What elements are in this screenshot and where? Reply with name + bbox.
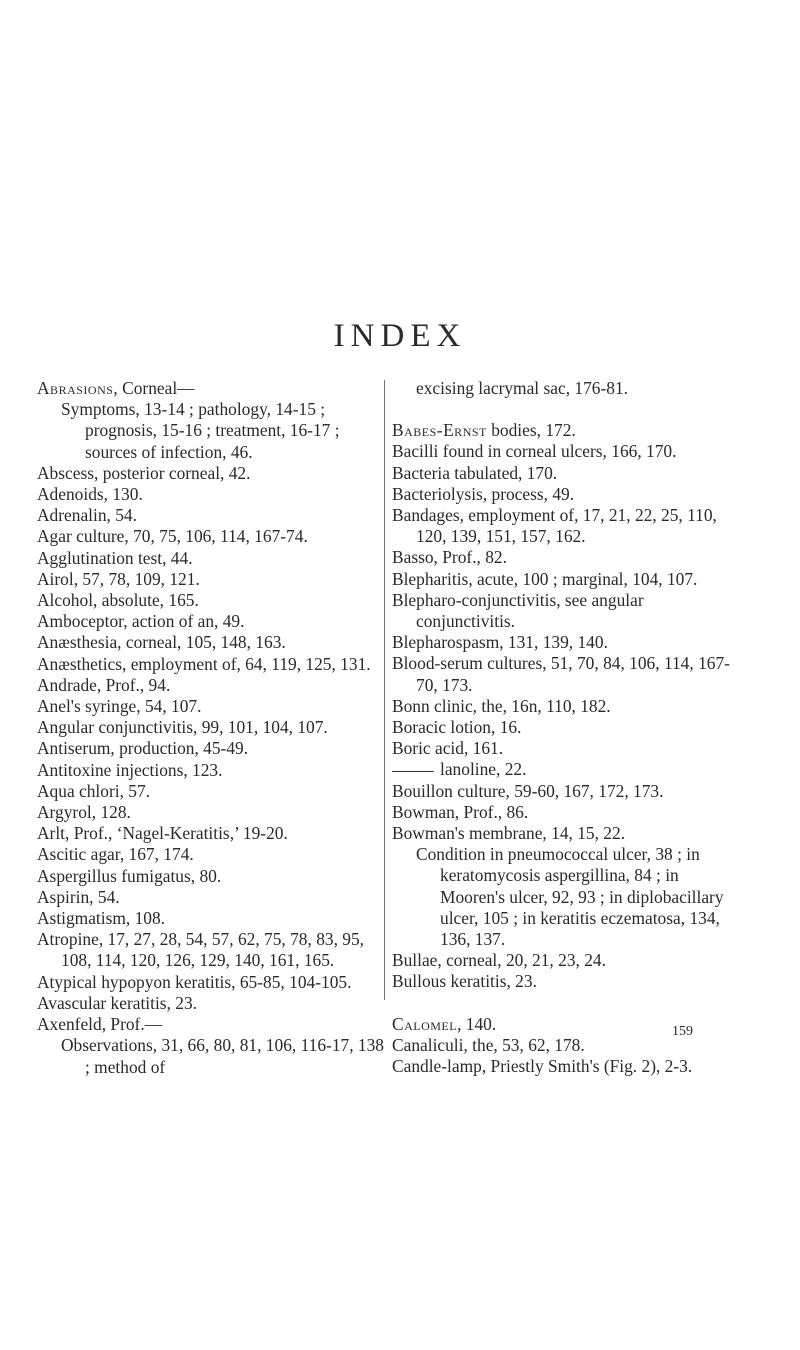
index-entry — [37, 611, 385, 632]
entry-text: Blepharitis, acute, 100 ; marginal, 104, 107. — [392, 568, 698, 589]
entry-text: Alcohol, absolute, 165. — [37, 590, 199, 611]
index-entry — [37, 675, 385, 696]
entry-text: Antiserum, production, 45-49. — [37, 738, 249, 759]
index-entry — [392, 590, 740, 632]
index-entry — [37, 548, 385, 569]
entry-text: Bullae, corneal, 20, 21, 23, 24. — [392, 950, 606, 971]
entry-text: lanoline, 22. — [440, 759, 527, 780]
entry-text: Atropine, 17, 27, 28, 54, 57, 62, 75, 78, 83, 95, 108, 114, 120, 126, 129, 140, 161, 165. — [37, 929, 365, 971]
entry-text: excising lacrymal sac, 176-81. — [416, 378, 628, 398]
entry-text: Bowman, Prof., 86. — [392, 801, 529, 822]
index-entry — [37, 887, 385, 908]
index-subentry — [37, 1035, 385, 1077]
index-entry — [37, 484, 385, 505]
index-entry — [392, 802, 740, 823]
entry-text: bodies, 172. — [486, 420, 576, 441]
index-column-left — [37, 378, 385, 1078]
entry-text: Astigmatism, 108. — [37, 908, 166, 929]
entry-text: Andrade, Prof., 94. — [37, 674, 171, 695]
index-entry — [37, 505, 385, 526]
index-subentry — [37, 399, 385, 463]
entry-text: Blepharo-conjunctivitis, see angular conjunctivitis. — [392, 589, 644, 632]
index-entry — [37, 463, 385, 484]
entry-text: Agglutination test, 44. — [37, 547, 193, 568]
index-entry — [37, 590, 385, 611]
entry-text: Adrenalin, 54. — [37, 505, 137, 526]
entry-text: Adenoids, 130. — [37, 484, 143, 505]
entry-text: Bacteriolysis, process, 49. — [392, 483, 575, 504]
index-entry — [37, 632, 385, 653]
entry-text: Abscess, posterior corneal, 42. — [37, 462, 251, 483]
index-subentry — [392, 378, 740, 399]
index-entry — [392, 653, 740, 695]
entry-text: , Corneal— — [113, 378, 195, 398]
index-entry — [392, 781, 740, 802]
entry-text: Canaliculi, the, 53, 62, 178. — [392, 1034, 585, 1055]
index-entry — [392, 632, 740, 653]
index-entry — [392, 463, 740, 484]
entry-text: Bullous keratitis, 23. — [392, 971, 537, 992]
column-divider — [384, 380, 385, 1000]
index-entry — [37, 717, 385, 738]
index-entry — [392, 823, 740, 844]
index-entry — [392, 717, 740, 738]
entry-text: Aspergillus fumigatus, 80. — [37, 865, 222, 886]
entry-text: Bandages, employment of, 17, 21, 22, 25, 110, 120, 139, 151, 157, 162. — [392, 505, 717, 547]
index-entry — [37, 929, 385, 971]
index-entry — [37, 866, 385, 887]
index-entry — [37, 1014, 385, 1035]
index-entry — [37, 802, 385, 823]
entry-text: Argyrol, 128. — [37, 802, 131, 823]
index-entry — [37, 696, 385, 717]
index-entry — [37, 823, 385, 844]
index-entry — [37, 526, 385, 547]
entry-text: Amboceptor, action of an, 49. — [37, 611, 245, 632]
index-entry — [37, 844, 385, 865]
index-entry — [392, 1056, 740, 1077]
index-subentry — [392, 844, 740, 950]
entry-text: Arlt, Prof., ‘Nagel-Keratitis,’ 19-20. — [37, 823, 288, 844]
entry-text: Anel's syringe, 54, 107. — [37, 696, 202, 717]
entry-text: Bowman's membrane, 14, 15, 22. — [392, 823, 626, 844]
entry-text: Anæsthesia, corneal, 105, 148, 163. — [37, 632, 286, 653]
entry-text: Blood-serum cultures, 51, 70, 84, 106, 114, 167-70, 173. — [392, 653, 730, 695]
index-entry — [37, 378, 385, 399]
entry-text: Aspirin, 54. — [37, 886, 120, 907]
index-entry — [392, 569, 740, 590]
index-entry — [392, 484, 740, 505]
index-entry — [37, 738, 385, 759]
entry-text: Agar culture, 70, 75, 106, 114, 167-74. — [37, 526, 308, 547]
index-entry — [392, 950, 740, 971]
entry-text: Avascular keratitis, 23. — [37, 992, 198, 1013]
entry-headword: Calomel — [392, 1013, 458, 1034]
index-entry — [392, 420, 740, 441]
index-entry — [37, 781, 385, 802]
ditto-dash — [392, 771, 434, 772]
index-entry — [37, 654, 385, 675]
index-entry — [392, 971, 740, 992]
index-column-right — [392, 378, 740, 1077]
index-entry — [392, 547, 740, 568]
page-number: 159 — [672, 1024, 693, 1039]
index-entry — [37, 760, 385, 781]
entry-text: Candle-lamp, Priestly Smith's (Fig. 2), 2-3. — [392, 1056, 693, 1077]
entry-text: Ascitic agar, 167, 174. — [37, 844, 194, 865]
entry-text: Symptoms, 13-14 ; pathology, 14-15 ; prognosis, 15-16 ; treatment, 16-17 ; sources of infection, 46. — [61, 399, 340, 462]
entry-text: Atypical hypopyon keratitis, 65-85, 104-105. — [37, 971, 352, 992]
entry-headword: Babes-Ernst — [392, 420, 487, 441]
index-entry — [37, 972, 385, 993]
entry-text: Bacteria tabulated, 170. — [392, 462, 558, 483]
entry-headword: Abrasions — [37, 378, 114, 398]
entry-text: Antitoxine injections, 123. — [37, 759, 223, 780]
entry-text: Boric acid, 161. — [392, 738, 504, 759]
index-entry — [392, 738, 740, 759]
entry-text: Airol, 57, 78, 109, 121. — [37, 568, 200, 589]
index-entry — [37, 569, 385, 590]
entry-text: Observations, 31, 66, 80, 81, 106, 116-17, 138 ; method of — [61, 1035, 384, 1077]
entry-text: Axenfeld, Prof.— — [37, 1014, 163, 1035]
index-entry — [37, 908, 385, 929]
entry-text: Angular conjunctivitis, 99, 101, 104, 107. — [37, 717, 328, 738]
entry-text: Bouillon culture, 59-60, 167, 172, 173. — [392, 780, 664, 801]
entry-text: Aqua chlori, 57. — [37, 780, 151, 801]
entry-text: Bonn clinic, the, 16n, 110, 182. — [392, 695, 611, 716]
index-entry — [392, 441, 740, 462]
entry-text: Boracic lotion, 16. — [392, 717, 522, 738]
index-entry — [392, 759, 740, 780]
page-title: INDEX — [333, 318, 467, 354]
index-entry — [37, 993, 385, 1014]
entry-text: Condition in pneumococcal ulcer, 38 ; in keratomycosis aspergillina, 84 ; in Mooren's ulcer, 92, 93 ; in diplobacillary ulcer, 105 ; in keratitis eczematosa, 134, 136, 137. — [416, 844, 724, 950]
entry-text: Blepharospasm, 131, 139, 140. — [392, 632, 608, 653]
index-entry — [392, 696, 740, 717]
entry-text: Anæsthetics, employment of, 64, 119, 125, 131. — [37, 653, 371, 674]
entry-text: , 140. — [457, 1013, 497, 1034]
entry-text: Bacilli found in corneal ulcers, 166, 170. — [392, 441, 677, 462]
index-entry — [392, 505, 740, 547]
entry-text: Basso, Prof., 82. — [392, 547, 507, 568]
